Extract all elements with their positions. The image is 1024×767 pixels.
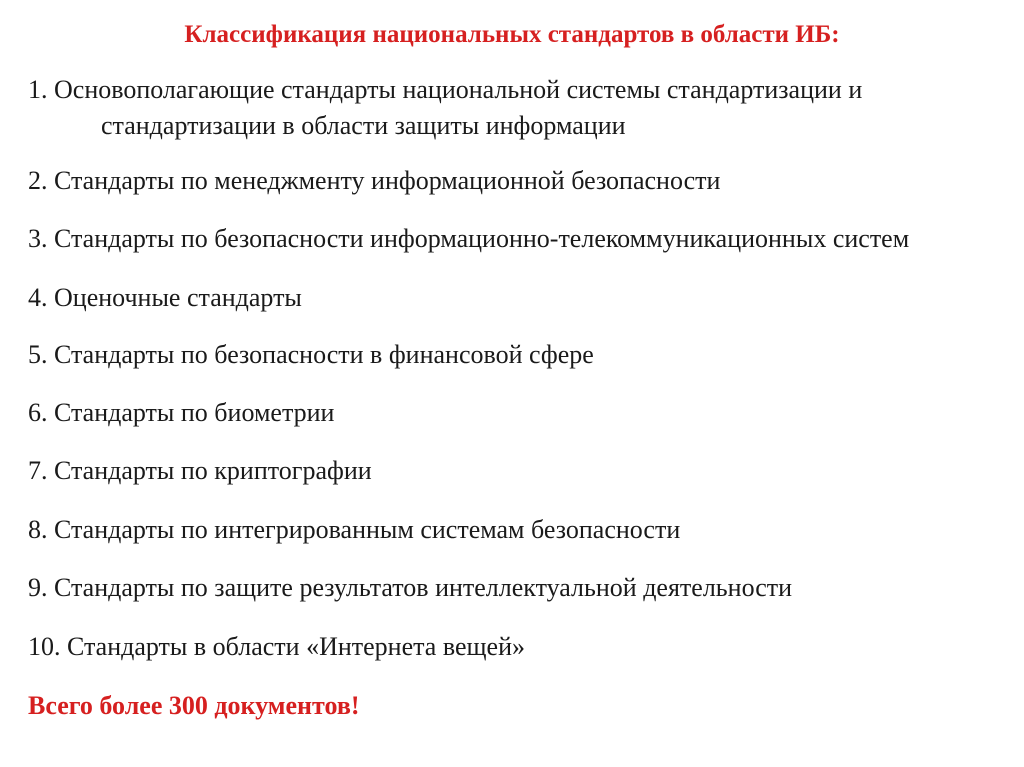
- list-item-1-line-1: 1. Основополагающие стандарты национальной системы стандартизации и: [28, 75, 863, 104]
- list-item-3: 3. Стандарты по безопасности информационно-телекоммуникационных систем: [28, 224, 910, 253]
- summary-note: Всего более 300 документов!: [28, 691, 360, 720]
- list-item-8: 8. Стандарты по интегрированным системам безопасности: [28, 515, 681, 544]
- list-item-7: 7. Стандарты по криптографии: [28, 456, 372, 485]
- list-item-4: 4. Оценочные стандарты: [28, 283, 302, 312]
- list-item-1-line-2: стандартизации в области защиты информации: [101, 111, 626, 140]
- list-item-1: [28, 72, 862, 144]
- list-item-5: 5. Стандарты по безопасности в финансовой сфере: [28, 340, 594, 369]
- list-item-10: 10. Стандарты в области «Интернета вещей»: [28, 632, 525, 661]
- slide-title: Классификация национальных стандартов в области ИБ:: [184, 21, 840, 48]
- list-item-9: 9. Стандарты по защите результатов интеллектуальной деятельности: [28, 573, 793, 602]
- list-item-2: 2. Стандарты по менеджменту информационной безопасности: [28, 166, 721, 195]
- list-item-6: 6. Стандарты по биометрии: [28, 398, 335, 427]
